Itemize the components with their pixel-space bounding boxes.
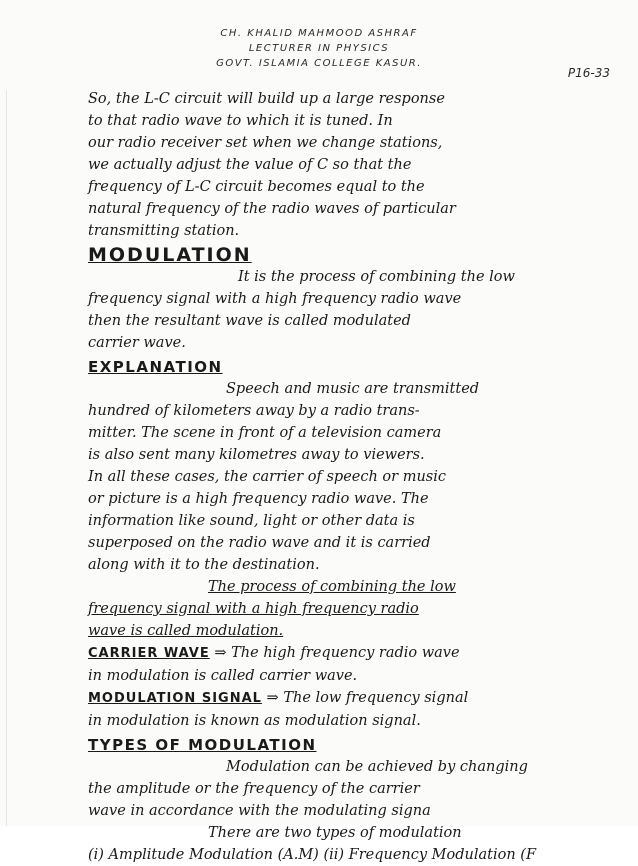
text-line: The process of combining the low — [208, 579, 456, 595]
carrier-wave-definition — [88, 642, 608, 665]
text-line: then the resultant wave is called modulated — [88, 313, 411, 329]
author-header — [0, 26, 638, 71]
text-line: our radio receiver set when we change stations, — [88, 135, 443, 151]
text-line: mitter. The scene in front of a television camera — [88, 425, 442, 441]
arrow-icon: ⇒ — [266, 690, 284, 706]
text-line: It is the process of combining the low — [238, 269, 515, 285]
text-line: carrier wave. — [88, 335, 186, 351]
heading-modulation: MODULATION — [88, 244, 252, 266]
author-college: GOVT. ISLAMIA COLLEGE KASUR. — [216, 58, 422, 69]
text-line: Modulation can be achieved by changing — [226, 759, 528, 775]
text-line: frequency signal with a high frequency radio — [88, 601, 419, 617]
text-line: superposed on the radio wave and it is carried — [88, 535, 431, 551]
text-line: or picture is a high frequency radio wave. The — [88, 491, 429, 507]
text-line: hundred of kilometers away by a radio trans- — [88, 403, 420, 419]
text-line: natural frequency of the radio waves of particular — [88, 201, 456, 217]
carrier-wave-term: CARRIER WAVE — [88, 646, 210, 661]
handwritten-notes — [88, 88, 608, 866]
text-line: information like sound, light or other data is — [88, 513, 415, 529]
text-line: along with it to the destination. — [88, 557, 320, 573]
page-number: P16-33 — [567, 66, 610, 80]
author-title: LECTURER IN PHYSICS — [248, 43, 390, 54]
text-line: the amplitude or the frequency of the carrier — [88, 781, 420, 797]
text-line: In all these cases, the carrier of speech or music — [88, 469, 446, 485]
text-line: in modulation is called carrier wave. — [88, 668, 358, 684]
modulation-signal-term: MODULATION SIGNAL — [88, 691, 262, 706]
text-line: is also sent many kilometres away to viewers. — [88, 447, 425, 463]
text-line: in modulation is known as modulation signal. — [88, 713, 421, 729]
arrow-icon: ⇒ — [214, 645, 232, 661]
text-line: So, the L-C circuit will build up a large response — [88, 91, 445, 107]
author-name: CH. KHALID MAHMOOD ASHRAF — [220, 28, 418, 39]
text-line: to that radio wave to which it is tuned. In — [88, 113, 393, 129]
text-line: There are two types of modulation — [208, 825, 462, 841]
text-line: we actually adjust the value of C so that the — [88, 157, 412, 173]
text-line: frequency signal with a high frequency radio wave — [88, 291, 462, 307]
carrier-wave-text: The high frequency radio wave — [231, 645, 460, 661]
modulation-signal-definition — [88, 687, 608, 710]
heading-explanation: EXPLANATION — [88, 358, 223, 376]
text-line: transmitting station. — [88, 223, 240, 239]
text-line: frequency of L-C circuit becomes equal to the — [88, 179, 425, 195]
text-line: wave in accordance with the modulating signa — [88, 803, 431, 819]
text-line-cut: (i) Amplitude Modulation (A.M) (ii) Frequency Modulation (F — [88, 847, 537, 863]
text-line: Speech and music are transmitted — [226, 381, 480, 397]
page-edge-line — [0, 90, 7, 826]
modulation-signal-text: The low frequency signal — [283, 690, 469, 706]
heading-types-of-modulation: TYPES OF MODULATION — [88, 736, 317, 754]
text-line: wave is called modulation. — [88, 623, 284, 639]
